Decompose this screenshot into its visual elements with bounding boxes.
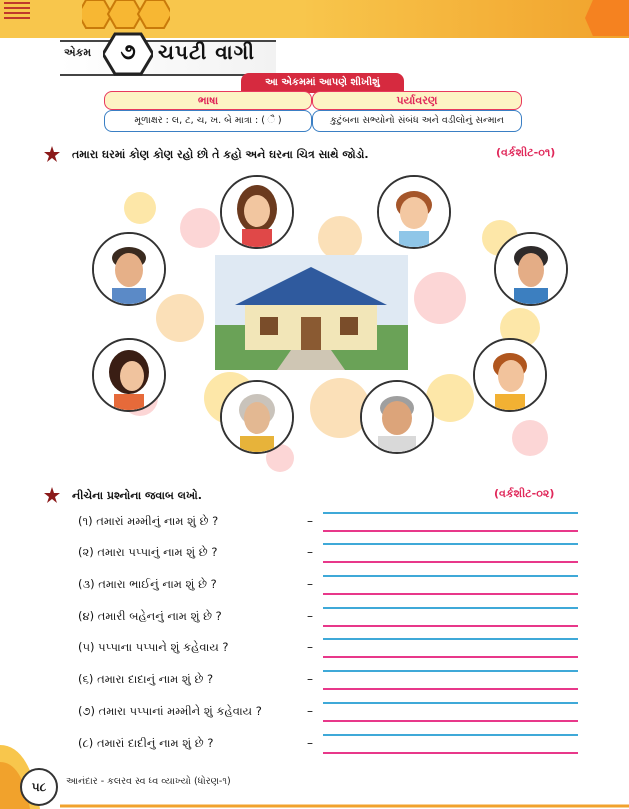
subject-heading-environment: પર્યાવરણ xyxy=(312,91,522,110)
worksheet-label: (વર્કશીટ-૦૨) xyxy=(494,487,555,500)
question-7: (૭) તમારા પપ્પાનાં મમ્મીને શું કહેવાય ? xyxy=(78,704,262,718)
question-6: (૬) તમારા દાદાનું નામ શું છે ? xyxy=(78,672,214,686)
subject-content-language: મૂળાક્ષર : લ, ટ, ચ, ખ. બે માત્રા : ( ૈ ) xyxy=(104,110,312,132)
answer-line[interactable] xyxy=(323,530,578,532)
dash: – xyxy=(307,704,313,718)
question-3: (૩) તમારા ભાઈનું નામ શું છે ? xyxy=(78,577,217,591)
page-number: ૫૮ xyxy=(20,768,58,806)
subject-content-environment: કુટુંબના સભ્યોનો સંબંધ અને વડીલોનું સન્માન xyxy=(312,110,522,132)
dash: – xyxy=(307,545,313,559)
dash: – xyxy=(307,609,313,623)
dash: – xyxy=(307,514,313,528)
dash: – xyxy=(307,672,313,686)
question-2: (૨) તમારા પપ્પાનું નામ શું છે ? xyxy=(78,545,218,559)
answer-line[interactable] xyxy=(323,561,578,563)
activity-instruction: તમારા ઘરમાં કોણ કોણ રહો છો તે કહો અને ઘરના ચિત્ર સાથે જોડો. xyxy=(72,148,369,161)
question-5: (૫) પપ્પાના પપ્પાને શું કહેવાય ? xyxy=(78,640,229,654)
question-1: (૧) તમારાં મમ્મીનું નામ શું છે ? xyxy=(78,514,219,528)
footer-text: આનંદાર - કલરવ સ્વ ધ્વ વ્યાખ્યો (ધોરણ-૧) xyxy=(66,776,231,787)
answer-line[interactable] xyxy=(323,593,578,595)
answer-line[interactable] xyxy=(323,607,578,609)
answer-line[interactable] xyxy=(323,625,578,627)
unit-number: ૭ xyxy=(120,40,136,65)
worksheet-label: (વર્કશીટ-૦૧) xyxy=(496,146,556,159)
question-8: (૮) તમારાં દાદીનું નામ શું છે ? xyxy=(78,736,214,750)
answer-line[interactable] xyxy=(323,688,578,690)
unit-label: એકમ xyxy=(64,46,92,59)
dash: – xyxy=(307,736,313,750)
answer-line[interactable] xyxy=(323,512,578,514)
answer-line[interactable] xyxy=(323,575,578,577)
dash: – xyxy=(307,640,313,654)
unit-title: ચપટી વાગી xyxy=(158,40,255,64)
question-4: (૪) તમારી બહેનનું નામ શું છે ? xyxy=(78,609,222,623)
dash: – xyxy=(307,577,313,591)
answer-line[interactable] xyxy=(323,670,578,672)
answer-line[interactable] xyxy=(323,638,578,640)
subject-heading-language: ભાષા xyxy=(104,91,312,110)
answer-line[interactable] xyxy=(323,543,578,545)
answer-line[interactable] xyxy=(323,656,578,658)
activity-instruction: નીચેના પ્રશ્નોના જવાબ લખો. xyxy=(72,489,202,502)
footer-decoration xyxy=(0,700,629,809)
learning-objectives-tab: આ એકમમાં આપણે શીખીશું xyxy=(241,73,404,93)
